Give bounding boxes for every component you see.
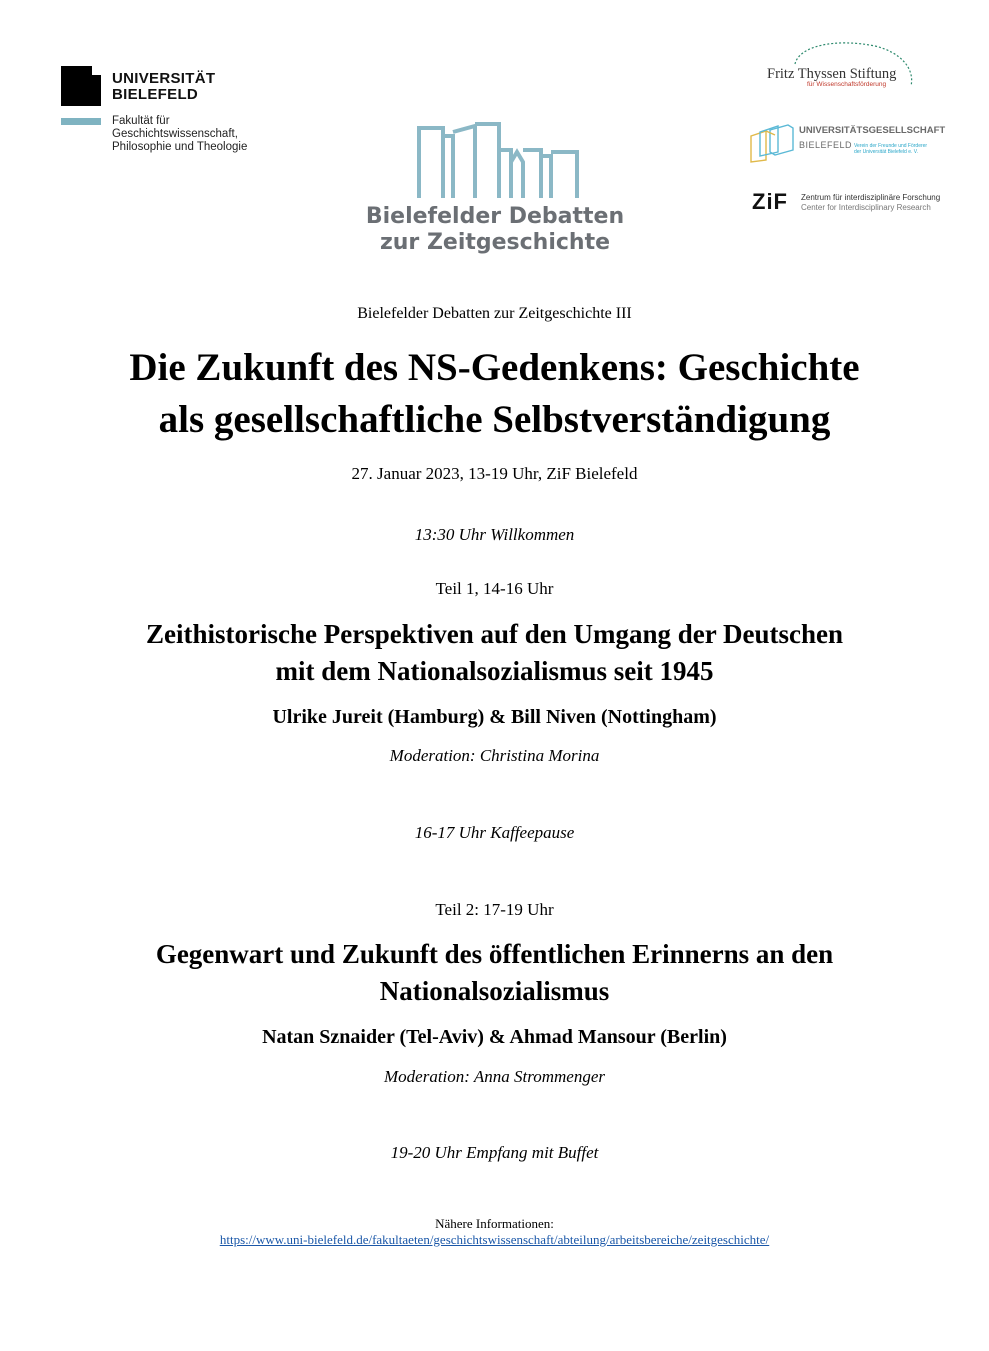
part1-moderation: Moderation: Christina Morina bbox=[389, 746, 600, 765]
debatten-wordmark bbox=[340, 204, 650, 256]
faculty-line2: Geschichtswissenschaft, bbox=[112, 128, 238, 140]
more-info-link[interactable] bbox=[0, 1232, 989, 1248]
part1-title-line2: mit dem Nationalsozialismus seit 1945 bbox=[275, 656, 714, 686]
zif-logo bbox=[752, 189, 952, 219]
part2-label: Teil 2: 17-19 Uhr bbox=[435, 900, 554, 919]
series-label: Bielefelder Debatten zur Zeitgeschichte III bbox=[357, 305, 632, 322]
part2-title-line1: Gegenwart und Zukunft des öffentlichen Erinnerns an den bbox=[155, 939, 834, 969]
event-title-line1: Die Zukunft des NS-Gedenkens: Geschichte bbox=[129, 346, 860, 389]
part2-title-line2: Nationalsozialismus bbox=[379, 976, 610, 1006]
university-name bbox=[112, 71, 215, 103]
debatten-logo bbox=[340, 122, 650, 262]
zif-text bbox=[801, 193, 940, 213]
part2-moderation: Moderation: Anna Strommenger bbox=[384, 1067, 605, 1086]
more-info-link-anchor[interactable]: https://www.uni-bielefeld.de/fakultaeten/geschichtswissenschaft/abteilung/arbeitsbereiche/zeitgeschichte/ bbox=[219, 1232, 770, 1247]
ug-description-line1: Verein der Freunde und Förderer bbox=[854, 143, 928, 149]
part1-title bbox=[0, 616, 989, 690]
universitaetsgesellschaft-logo bbox=[748, 122, 948, 167]
fritz-thyssen-name: Fritz Thyssen Stiftung bbox=[767, 66, 897, 82]
faculty-line1: Fakultät für bbox=[112, 115, 170, 127]
cube-icon bbox=[748, 122, 796, 164]
university-name-line1: UNIVERSITÄT bbox=[112, 70, 216, 87]
ug-description-line2: der Universität Bielefeld e. V. bbox=[854, 149, 919, 155]
university-mark-icon bbox=[61, 66, 101, 106]
zif-line-en: Center for Interdisciplinary Research bbox=[801, 203, 931, 212]
part2-speakers: Natan Sznaider (Tel-Aviv) & Ahmad Mansour (Berlin) bbox=[262, 1026, 727, 1048]
welcome-time: 13:30 Uhr Willkommen bbox=[414, 525, 575, 544]
debatten-line1: Bielefelder Debatten bbox=[365, 204, 625, 229]
part2-title bbox=[0, 936, 989, 1010]
part1-title-line1: Zeithistorische Perspektiven auf den Umgang der Deutschen bbox=[146, 619, 843, 649]
date-place: 27. Januar 2023, 13-19 Uhr, ZiF Bielefeld bbox=[351, 464, 638, 483]
fritz-thyssen-logo bbox=[765, 40, 925, 90]
fritz-thyssen-subline: für Wissenschaftsförderung bbox=[807, 81, 887, 88]
ug-city: BIELEFELD bbox=[799, 140, 853, 150]
zif-line-de: Zentrum für interdisziplinäre Forschung bbox=[801, 193, 941, 202]
city-skyline-icon bbox=[417, 122, 581, 200]
more-info-label: Nähere Informationen: bbox=[435, 1216, 554, 1231]
reception: 19-20 Uhr Empfang mit Buffet bbox=[390, 1143, 599, 1162]
university-name-line2: BIELEFELD bbox=[112, 86, 199, 103]
faculty-name bbox=[112, 115, 312, 154]
ug-description bbox=[854, 143, 934, 155]
debatten-line2: zur Zeitgeschichte bbox=[379, 230, 611, 255]
university-accent-bar bbox=[61, 118, 101, 125]
zif-mark: ZiF bbox=[752, 189, 788, 214]
faculty-line3: Philosophie und Theologie bbox=[112, 141, 248, 153]
coffee-break: 16-17 Uhr Kaffeepause bbox=[414, 823, 575, 842]
part1-speakers: Ulrike Jureit (Hamburg) & Bill Niven (Nottingham) bbox=[272, 706, 717, 728]
event-title-line2: als gesellschaftliche Selbstverständigung bbox=[158, 398, 831, 441]
part1-label: Teil 1, 14-16 Uhr bbox=[435, 579, 554, 598]
ug-title: UNIVERSITÄTSGESELLSCHAFT bbox=[799, 125, 946, 136]
event-title bbox=[0, 342, 989, 446]
